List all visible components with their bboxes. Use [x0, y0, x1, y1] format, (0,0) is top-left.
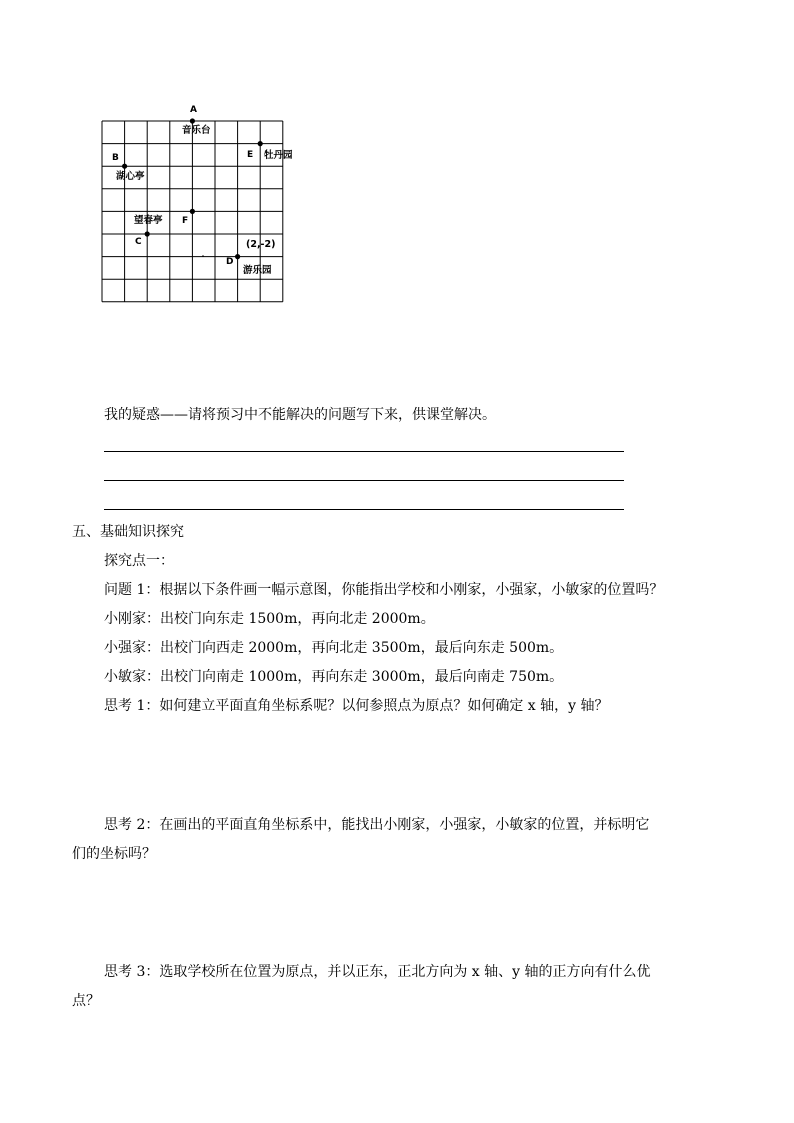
- grid-map: [0, 0, 794, 320]
- xiaomin-route: 小敏家：出校门向南走 1000m，再向东走 3000m，最后向南走 750m。: [104, 669, 564, 685]
- place-music-stage: 音乐台: [182, 125, 211, 136]
- xiaogang-route: 小刚家：出校门向东走 1500m，再向北走 2000m。: [104, 611, 435, 627]
- answer-line-2[interactable]: [104, 480, 624, 481]
- point-label-d: D: [226, 257, 234, 267]
- doubts-prompt: 我的疑惑——请将预习中不能解决的问题写下来，供课堂解决。: [104, 407, 496, 423]
- map-figure: [0, 0, 794, 320]
- point-label-b: B: [112, 153, 119, 163]
- point-b: [122, 164, 127, 169]
- think-2-line-2: 们的坐标吗？: [72, 846, 156, 862]
- point-label-f: F: [182, 216, 189, 226]
- point-label-e: E: [247, 150, 254, 160]
- answer-line-1[interactable]: [104, 451, 624, 452]
- point-f: [190, 209, 195, 214]
- point-label-a: A: [190, 105, 197, 115]
- stray-mark: [202, 255, 204, 257]
- think-2-line-1: 思考 2：在画出的平面直角坐标系中，能找出小刚家，小强家，小敏家的位置，并标明它: [104, 817, 650, 833]
- place-spring-pavilion: 望春亭: [134, 215, 163, 226]
- point-a: [190, 118, 195, 123]
- point-d: [235, 254, 240, 259]
- place-peony-garden: 牡丹园: [264, 150, 293, 161]
- point-c: [145, 231, 150, 236]
- point-e: [258, 141, 263, 146]
- answer-line-3[interactable]: [104, 509, 624, 510]
- section-heading: 五、基础知识探究: [72, 524, 184, 540]
- think-1: 思考 1：如何建立平面直角坐标系呢？以何参照点为原点？如何确定 x 轴，y 轴？: [104, 698, 609, 714]
- place-lake-pavilion: 湖心亭: [116, 171, 145, 182]
- xiaoqiang-route: 小强家：出校门向西走 2000m，再向北走 3500m，最后向东走 500m。: [104, 640, 564, 656]
- coord-label-d: (2,-2): [246, 239, 276, 250]
- think-3-line-1: 思考 3：选取学校所在位置为原点，并以正东，正北方向为 x 轴、y 轴的正方向有什么优: [104, 964, 651, 980]
- point-label-c: C: [135, 237, 142, 247]
- question-1: 问题 1：根据以下条件画一幅示意图，你能指出学校和小刚家，小强家，小敏家的位置吗？: [104, 582, 664, 598]
- think-3-line-2: 点？: [72, 993, 100, 1009]
- explore-point: 探究点一：: [104, 553, 174, 569]
- place-amusement-park: 游乐园: [243, 265, 272, 276]
